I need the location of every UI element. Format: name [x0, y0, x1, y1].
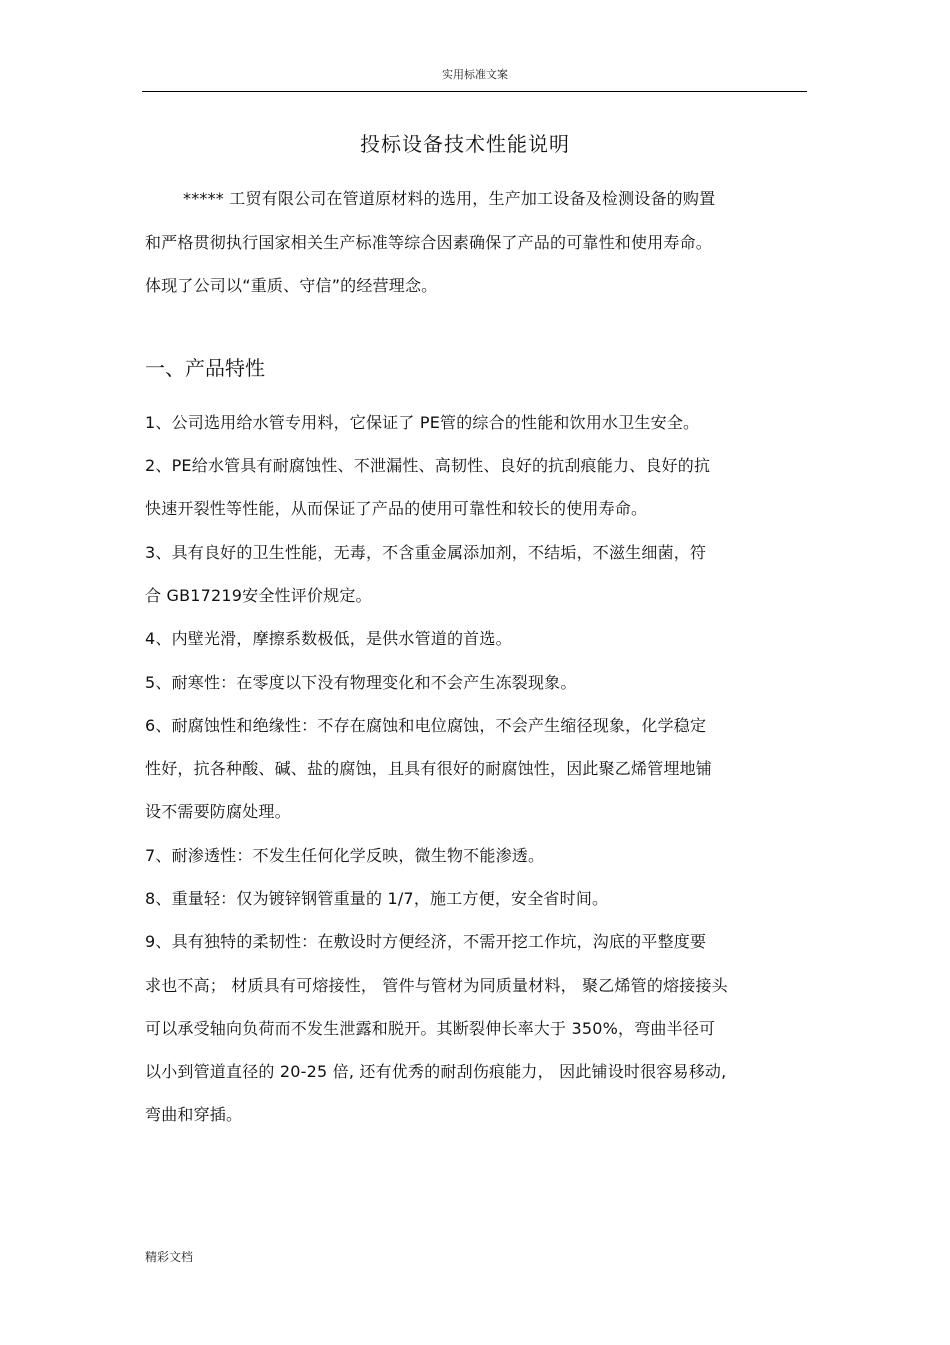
header-divider: [142, 91, 807, 92]
body-line: 可以承受轴向负荷而不发生泄露和脱开。其断裂伸长率大于 350%，弯曲半径可: [145, 1019, 716, 1038]
body-line: 8、重量轻：仅为镀锌钢管重量的 1/7，施工方便，安全省时间。: [145, 889, 609, 908]
body-line: 4、内壁光滑，摩擦系数极低，是供水管道的首选。: [145, 629, 512, 648]
body-line: 弯曲和穿插。: [145, 1105, 243, 1124]
body-line: 1、公司选用给水管专用料，它保证了 PE管的综合的性能和饮用水卫生安全。: [145, 413, 700, 432]
body-line: 快速开裂性等性能，从而保证了产品的使用可靠性和较长的使用寿命。: [145, 499, 648, 518]
body-line: 以小到管道直径的 20-25 倍, 还有优秀的耐刮伤痕能力， 因此铺设时很容易移动,: [145, 1062, 727, 1081]
body-line: 性好，抗各种酸、碱、盐的腐蚀，且具有很好的耐腐蚀性，因此聚乙烯管埋地铺: [145, 759, 713, 778]
body-line: 设不需要防腐处理。: [145, 802, 291, 821]
page-footer: 精彩文档: [145, 1250, 194, 1264]
body-line: 求也不高； 材质具有可熔接性， 管件与管材为同质量材料， 聚乙烯管的熔接接头: [145, 976, 728, 995]
intro-line-3: 体现了公司以“重质、守信”的经营理念。: [145, 276, 438, 295]
body-line: 9、具有独特的柔韧性：在敷设时方便经济，不需开挖工作坑，沟底的平整度要: [145, 932, 707, 951]
body-line: 7、耐渗透性：不发生任何化学反映，微生物不能渗透。: [145, 846, 545, 865]
body-line: 6、耐腐蚀性和绝缘性：不存在腐蚀和电位腐蚀，不会产生缩径现象，化学稳定: [145, 716, 707, 735]
body-line: 5、耐寒性：在零度以下没有物理变化和不会产生冻裂现象。: [145, 673, 577, 692]
body-line: 合 GB17219安全性评价规定。: [145, 586, 372, 605]
section-heading: 一、产品特性: [145, 356, 265, 380]
body-line: 3、具有良好的卫生性能，无毒，不含重金属添加剂，不结垢，不滋生细菌，符: [145, 543, 707, 562]
body-line: 2、PE给水管具有耐腐蚀性、不泄漏性、高韧性、良好的抗刮痕能力、良好的抗: [145, 456, 711, 475]
document-title: 投标设备技术性能说明: [360, 132, 570, 156]
page-header: 实用标准文案: [442, 68, 508, 81]
intro-line-2: 和严格贯彻执行国家相关生产标准等综合因素确保了产品的可靠性和使用寿命。: [145, 233, 713, 252]
intro-line-1: ***** 工贸有限公司在管道原材料的选用，生产加工设备及检测设备的购置: [183, 189, 716, 208]
